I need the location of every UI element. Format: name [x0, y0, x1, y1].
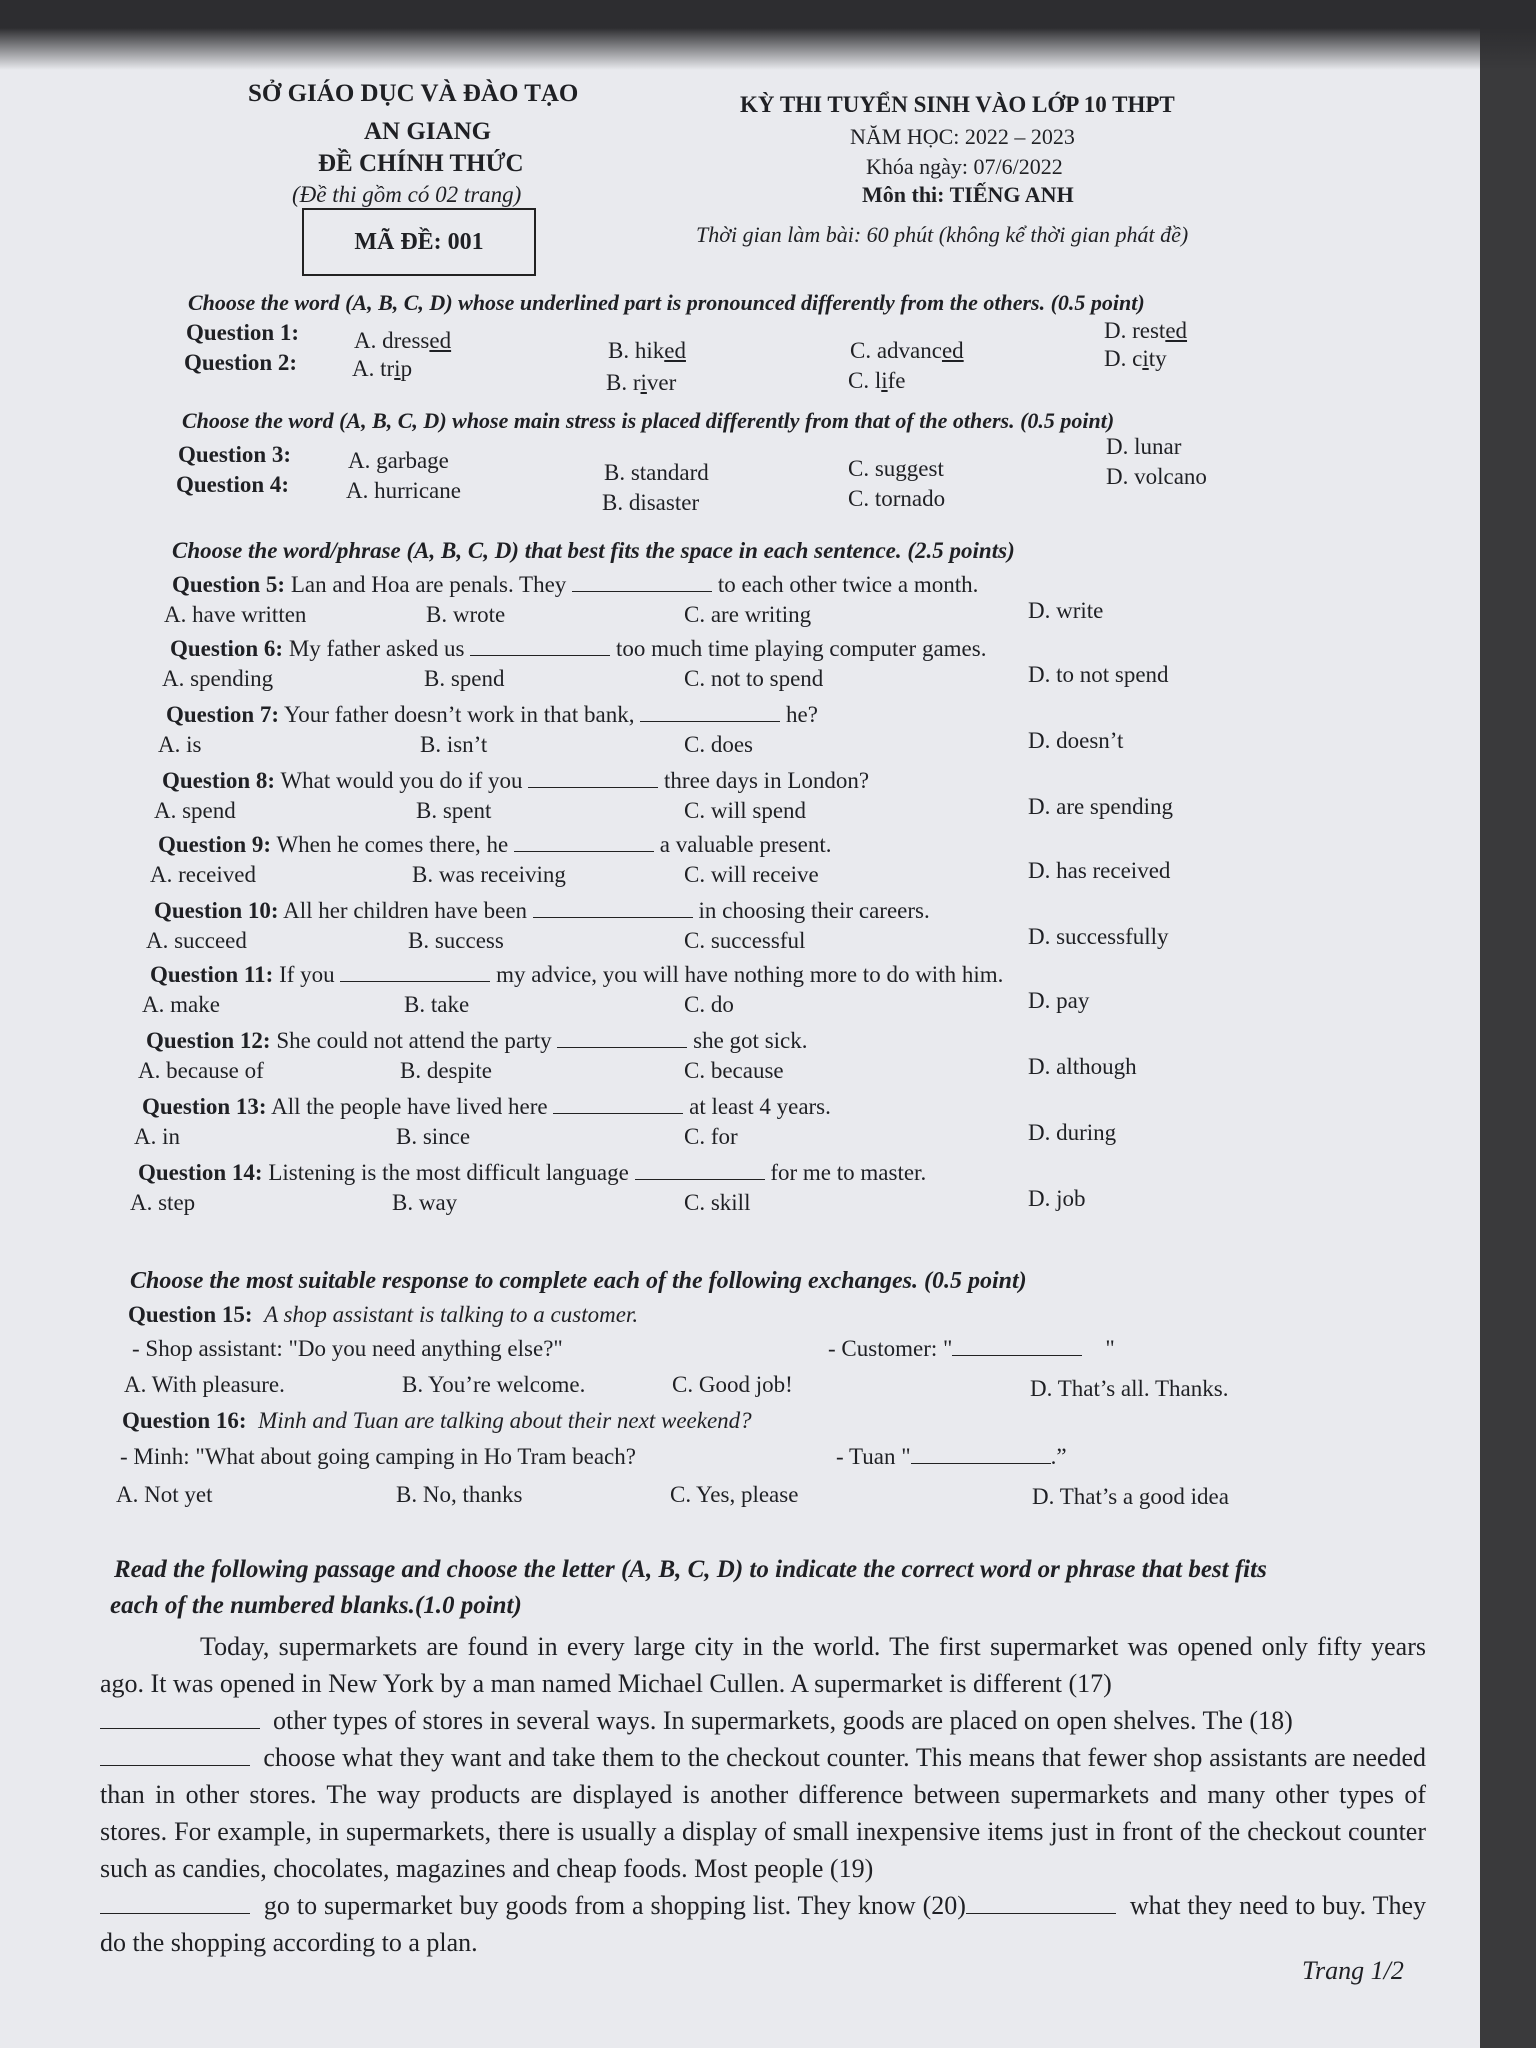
q5-option-b: B. wrote — [426, 602, 506, 627]
q1-option-b: B. hiked — [608, 338, 686, 363]
q12-option-a: A. because of — [138, 1058, 264, 1083]
q9-option-b: B. was receiving — [412, 862, 566, 887]
q16-option-b: B. No, thanks — [396, 1482, 523, 1507]
q15-option-b: B. You’re welcome. — [402, 1372, 586, 1397]
q5-option-a: A. have written — [164, 602, 307, 627]
q5-stem: Question 5: Lan and Hoa are penals. They to each other twice a month. — [172, 572, 979, 597]
q3-option-a: A. garbage — [348, 448, 449, 473]
q6-option-a: A. spending — [162, 666, 274, 691]
q10-option-b: B. success — [408, 928, 504, 953]
q1-label: Question 1: — [186, 320, 300, 345]
q8-option-d: D. are spending — [1028, 794, 1173, 819]
exam-code-box: MÃ ĐỀ: 001 — [302, 208, 536, 276]
pages-note: (Đề thi gồm có 02 trang) — [292, 182, 522, 207]
q12-option-d: D. although — [1028, 1054, 1137, 1079]
school-year: NĂM HỌC: 2022 – 2023 — [850, 124, 1075, 149]
q16-option-d: D. That’s a good idea — [1032, 1484, 1229, 1509]
q6-option-c: C. not to spend — [684, 666, 824, 691]
section5-instruction-1: Read the following passage and choose the letter (A, B, C, D) to indicate the correct word or phrase that best fits — [114, 1556, 1267, 1583]
section2-instruction: Choose the word (A, B, C, D) whose main stress is placed differently from that of the others. (0.5 point) — [182, 408, 1115, 433]
exam-title: KỲ THI TUYỂN SINH VÀO LỚP 10 THPT — [740, 92, 1175, 117]
q3-option-d: D. lunar — [1106, 434, 1182, 459]
q4-label: Question 4: — [176, 472, 290, 497]
q7-option-c: C. does — [684, 732, 753, 757]
q9-option-c: C. will receive — [684, 862, 819, 887]
q11-option-d: D. pay — [1028, 988, 1090, 1013]
q10-option-d: D. successfully — [1028, 924, 1169, 949]
dept-line2: AN GIANG — [364, 118, 492, 145]
q16-option-c: C. Yes, please — [670, 1482, 799, 1507]
passage-part-4: go to supermarket buy goods from a shopping list. They know (20) what they need to buy. They do the shopping according to a plan. — [100, 1891, 1427, 1957]
q7-option-d: D. doesn’t — [1028, 728, 1124, 753]
q15-option-c: C. Good job! — [672, 1372, 793, 1397]
duration: Thời gian làm bài: 60 phút (không kể thời gian phát đề) — [696, 222, 1189, 247]
q13-option-a: A. in — [134, 1124, 180, 1149]
official-label: ĐỀ CHÍNH THỨC — [318, 150, 524, 177]
q11-stem: Question 11: If you my advice, you will have nothing more to do with him. — [150, 962, 1004, 987]
section5-instruction-2: each of the numbered blanks.(1.0 point) — [110, 1592, 522, 1619]
q12-stem: Question 12: She could not attend the party she got sick. — [146, 1028, 808, 1053]
q4-option-a: A. hurricane — [346, 478, 461, 503]
q5-option-c: C. are writing — [684, 602, 812, 627]
q7-stem: Question 7: Your father doesn’t work in that bank, he? — [166, 702, 818, 727]
q8-option-b: B. spent — [416, 798, 492, 823]
q8-stem: Question 8: What would you do if you three days in London? — [162, 768, 870, 793]
q7-option-b: B. isn’t — [420, 732, 488, 757]
q16-line-left: - Minh: "What about going camping in Ho Tram beach? — [120, 1444, 636, 1469]
subject: Môn thi: TIẾNG ANH — [862, 182, 1074, 207]
q15-option-d: D. That’s all. Thanks. — [1030, 1376, 1229, 1401]
q9-stem: Question 9: When he comes there, he a valuable present. — [158, 832, 832, 857]
q1-option-a: A. dressed — [354, 328, 452, 353]
q4-option-d: D. volcano — [1106, 464, 1207, 489]
q10-stem: Question 10: All her children have been in choosing their careers. — [154, 898, 930, 923]
q10-option-a: A. succeed — [146, 928, 247, 953]
dept-line1: SỞ GIÁO DỤC VÀ ĐÀO TẠO — [248, 80, 579, 107]
q2-option-b: B. river — [606, 370, 677, 395]
q3-option-b: B. standard — [604, 460, 709, 485]
q15-header: Question 15: A shop assistant is talking to a customer. — [128, 1302, 639, 1327]
section1-instruction: Choose the word (A, B, C, D) whose underlined part is pronounced differently from the others. (0.5 point) — [188, 290, 1145, 315]
q2-label: Question 2: — [184, 350, 298, 375]
q1-option-d: D. rested — [1104, 318, 1188, 343]
q2-option-d: D. city — [1104, 346, 1167, 371]
q2-option-a: A. trip — [352, 356, 413, 381]
passage-part-1: Today, supermarkets are found in every large city in the world. The first supermarket was opened only fifty years ago. It was opened in New York by a man named Michael Cullen. A supermarket is different (17) — [100, 1632, 1426, 1698]
q5-option-d: D. write — [1028, 598, 1104, 623]
q6-stem: Question 6: My father asked us too much time playing computer games. — [170, 636, 987, 661]
q13-option-d: D. during — [1028, 1120, 1117, 1145]
q3-label: Question 3: — [178, 442, 292, 467]
q7-option-a: A. is — [158, 732, 202, 757]
q14-option-b: B. way — [392, 1190, 458, 1215]
q11-option-c: C. do — [684, 992, 734, 1017]
q10-option-c: C. successful — [684, 928, 806, 953]
q6-option-d: D. to not spend — [1028, 662, 1169, 687]
section3-instruction: Choose the word/phrase (A, B, C, D) that best fits the space in each sentence. (2.5 points) — [172, 538, 1015, 563]
q16-header: Question 16: Minh and Tuan are talking about their next weekend? — [122, 1408, 752, 1433]
exam-date: Khóa ngày: 07/6/2022 — [866, 154, 1063, 179]
q3-option-c: C. suggest — [848, 456, 944, 481]
q11-option-b: B. take — [404, 992, 470, 1017]
q9-option-a: A. received — [150, 862, 256, 887]
reading-passage — [100, 1628, 1426, 1961]
q11-option-a: A. make — [142, 992, 220, 1017]
top-shadow — [0, 0, 1536, 70]
q4-option-c: C. tornado — [848, 486, 946, 511]
q14-option-c: C. skill — [684, 1190, 751, 1215]
section4-instruction: Choose the most suitable response to complete each of the following exchanges. (0.5 point) — [130, 1268, 1027, 1294]
q1-option-c: C. advanced — [850, 338, 964, 363]
q8-option-a: A. spend — [154, 798, 236, 823]
q15-line-left: - Shop assistant: "Do you need anything else?" — [132, 1336, 563, 1361]
passage-part-3: choose what they want and take them to the checkout counter. This means that fewer shop assistants are needed than in other stores. The way products are displayed is another difference between supermarkets and many other types of stores. For example, in supermarkets, there is usually a display of small inexpensive items just in front of the checkout counter such as candies, chocolates, magazines and cheap foods. Most people (19) — [100, 1743, 1426, 1883]
page-number: Trang 1/2 — [1302, 1956, 1404, 1985]
q12-option-c: C. because — [684, 1058, 784, 1083]
q8-option-c: C. will spend — [684, 798, 807, 823]
q16-line-right: - Tuan " .” — [836, 1444, 1067, 1469]
q15-line-right: - Customer: " " — [828, 1336, 1115, 1361]
q13-option-c: C. for — [684, 1124, 738, 1149]
q14-option-d: D. job — [1028, 1186, 1086, 1211]
q9-option-d: D. has received — [1028, 858, 1171, 883]
q13-option-b: B. since — [396, 1124, 471, 1149]
q6-option-b: B. spend — [424, 666, 505, 691]
q12-option-b: B. despite — [400, 1058, 492, 1083]
passage-part-2: other types of stores in several ways. In supermarkets, goods are placed on open shelves. The (18) — [100, 1702, 1426, 1739]
q14-stem: Question 14: Listening is the most difficult language for me to master. — [138, 1160, 927, 1185]
q16-option-a: A. Not yet — [116, 1482, 213, 1507]
q14-option-a: A. step — [130, 1190, 196, 1215]
q13-stem: Question 13: All the people have lived here at least 4 years. — [142, 1094, 831, 1119]
q2-option-c: C. life — [848, 368, 906, 393]
q4-option-b: B. disaster — [602, 490, 700, 515]
q15-option-a: A. With pleasure. — [124, 1372, 285, 1397]
